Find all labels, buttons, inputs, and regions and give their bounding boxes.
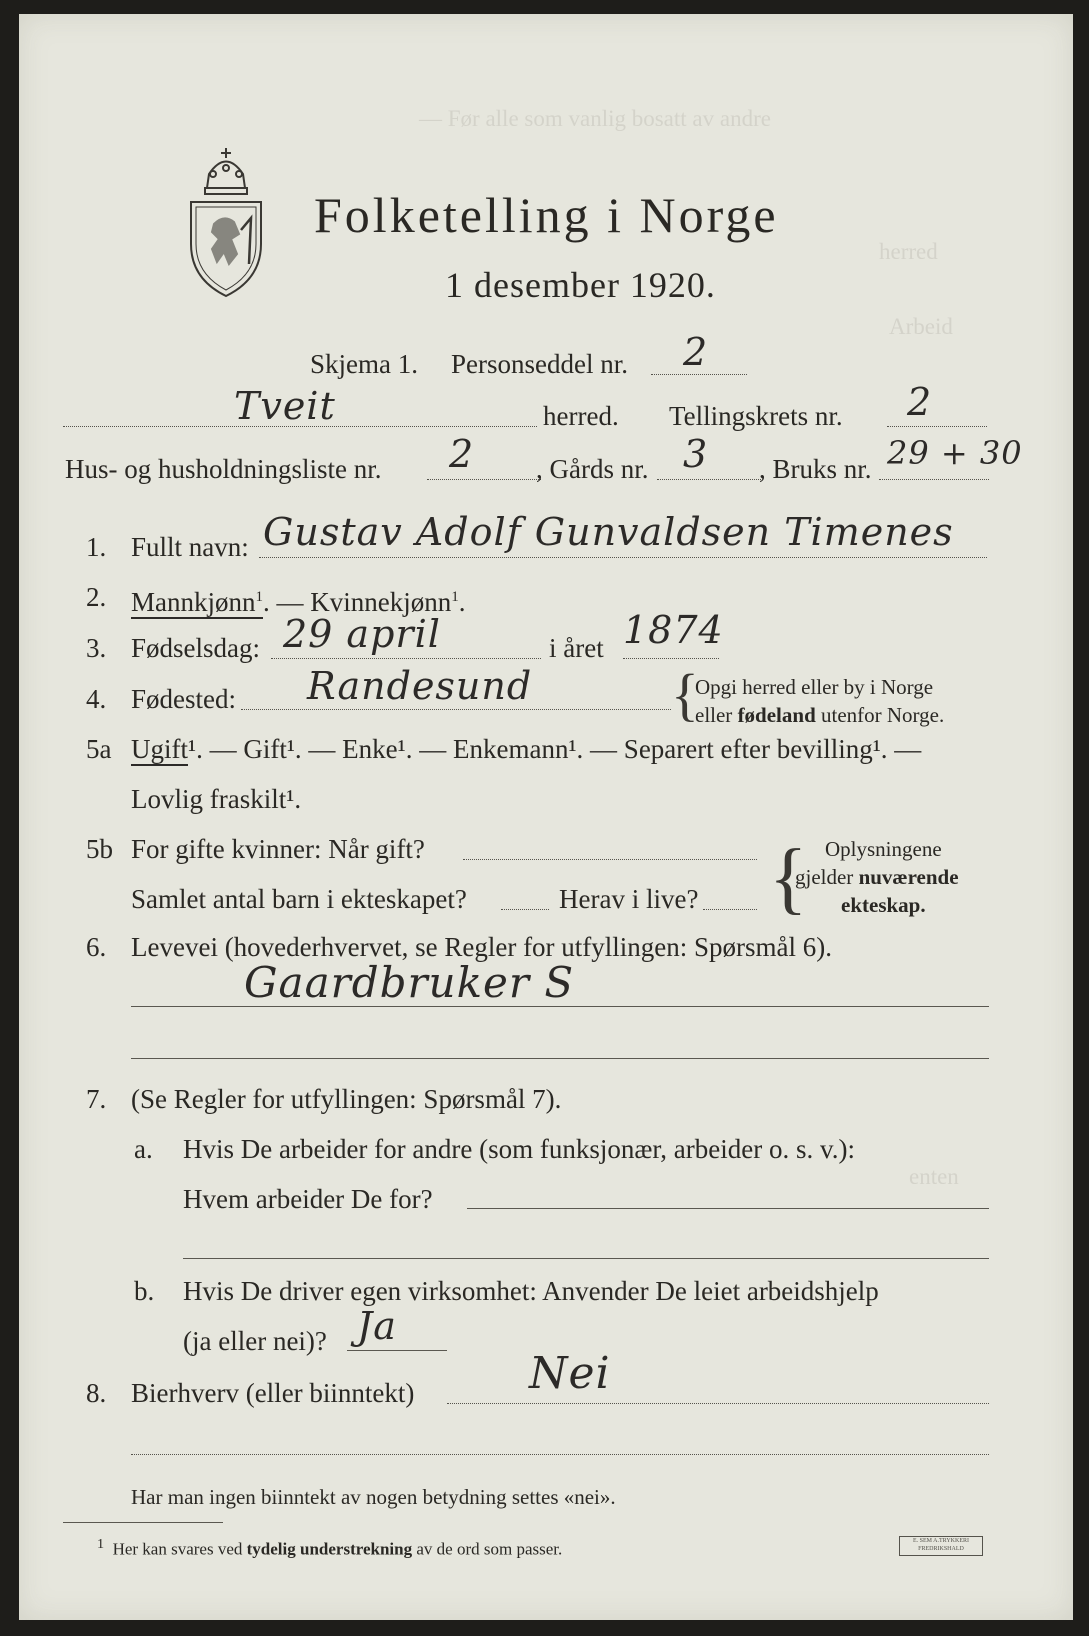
- q5b-line1: For gifte kvinner: Når gift?: [131, 834, 425, 864]
- year-line: [623, 658, 719, 659]
- bleed-through: — Før alle som vanlig bosatt av andre: [419, 106, 771, 131]
- q8-number: 8.: [86, 1378, 107, 1408]
- full-name-value[interactable]: Gustav Adolf Gunvaldsen Timenes: [263, 510, 954, 554]
- herred-value[interactable]: Tveit: [234, 384, 336, 428]
- female-option[interactable]: Kvinnekjønn$^1$: [310, 587, 459, 617]
- q4-brace: {: [671, 662, 699, 727]
- q7-label: (Se Regler for utfyllingen: Spørsmål 7).: [131, 1084, 562, 1114]
- q7b-answer-line: [347, 1350, 447, 1351]
- hus-line: [427, 479, 541, 480]
- q4-line: [241, 709, 671, 710]
- q5b-alive-label: Herav i live?: [559, 884, 699, 914]
- q3-line: [271, 658, 541, 659]
- q7a-line1: Hvis De arbeider for andre (som funksjonær, arbeider o. s. v.):: [183, 1134, 855, 1164]
- herred-label: herred.: [543, 401, 619, 431]
- q8-label: Bierhverv (eller biinntekt): [131, 1378, 415, 1408]
- q4-note-line2: eller fødeland utenfor Norge.: [695, 703, 945, 727]
- q3-number: 3.: [86, 633, 107, 663]
- birthday-value[interactable]: 29 april: [283, 612, 441, 656]
- q7b-line2: (ja eller nei)?: [183, 1326, 327, 1356]
- q7a-line2: Hvem arbeider De for?: [183, 1184, 433, 1214]
- ugift-option[interactable]: Ugift: [131, 734, 188, 764]
- alive-line: [703, 909, 757, 910]
- q7b-line1: Hvis De driver egen virksomhet: Anvender De leiet arbeidshjelp: [183, 1276, 879, 1306]
- married-date-line: [463, 859, 757, 860]
- census-form-page: — Før alle som vanlig bosatt av andre herred Arbeid enten Folketelling i Norge 1 desember 1920. Skjema 1. Personseddel nr. 2 Tveit herred. Tellingskrets nr. 2 Hus- og husholdningsliste nr. 2 , Gårds nr. 3 , Bruks nr. 29 + 30 1. Fullt navn: Gustav Adolf Gunvaldsen Timenes 2. Mannkjønn$^1$. — Kvinnekjønn$^1$. 3. Fødselsdag: 29 april i året 1874 4. Fødested: Randesund { Opgi herred eller by i Norge eller fødeland utenfor Norge. 5a Ugift¹. — Gift¹. — Enke¹. — Enkemann¹. — Separert efter bevilling¹. — Lovlig fraskilt¹. 5b For gifte kvinner: Når gift? Samlet antal barn i ekteskapet? Herav i live? { Oplysningene gjelder nuværende ekteskap. 6. Levevei (hovederhvervet, se Regler for utfyllingen: Spørsmål 6). Gaardbruker S 7. (Se Regler for utfyllingen: Spørsmål 7). a. Hvis De arbeider for andre (som funksjonær, arbeider o. s. v.): Hvem arbeider De for? b. Hvis De driver egen virksomhet: Anvender De leiet arbeidshjelp (ja eller nei)? Ja 8. Bierhverv (eller biinntekt) Nei Har man ingen biinntekt av nogen betydning settes «nei». $^1$ Her kan svares ved tydelig understrekning av de ord som passer. E. SEM A.TRYKKERI FREDRIKSHALD: [19, 14, 1073, 1620]
- year-label: i året: [549, 633, 604, 663]
- birthplace-value[interactable]: Randesund: [307, 664, 533, 708]
- bruks-label: , Bruks nr.: [759, 454, 872, 484]
- q5b-note-line1: Oplysningene: [825, 837, 942, 861]
- footnote: $^1$ Her kan svares ved tydelig understrekning av de ord som passer.: [97, 1536, 563, 1559]
- birth-year-value[interactable]: 1874: [623, 608, 724, 652]
- marital-status-row: Ugift¹. — Gift¹. — Enke¹. — Enkemann¹. — Separert efter bevilling¹. —: [131, 734, 922, 764]
- skjema-label: Skjema 1.: [310, 349, 418, 379]
- q7a-extra-line: [183, 1258, 989, 1259]
- q1-number: 1.: [86, 532, 107, 562]
- q6-label: Levevei (hovederhvervet, se Regler for utfyllingen: Spørsmål 6).: [131, 932, 833, 962]
- census-date: 1 desember 1920.: [445, 265, 716, 305]
- tellingskrets-line: [887, 426, 987, 427]
- q5a-number: 5a: [86, 734, 112, 764]
- occupation-value[interactable]: Gaardbruker S: [244, 958, 575, 1007]
- tellingskrets-label: Tellingskrets nr.: [669, 401, 843, 431]
- footer-divider: [63, 1522, 223, 1523]
- q5b-children-label: Samlet antal barn i ekteskapet?: [131, 884, 467, 914]
- hus-value[interactable]: 2: [449, 432, 475, 476]
- gards-line: [657, 479, 761, 480]
- q1-label: Fullt navn:: [131, 532, 249, 562]
- form-title: Folketelling i Norge: [314, 187, 779, 243]
- children-line: [501, 909, 549, 910]
- q5b-note-line2: gjelder nuværende: [795, 865, 959, 889]
- q5b-note-line3: ekteskap.: [841, 893, 926, 917]
- q5b-number: 5b: [86, 834, 113, 864]
- q3-label: Fødselsdag:: [131, 633, 261, 663]
- gards-label: , Gårds nr.: [536, 454, 649, 484]
- male-option[interactable]: Mannkjønn$^1$: [131, 587, 263, 617]
- q6-line2: [131, 1058, 989, 1059]
- gards-value[interactable]: 3: [683, 432, 709, 476]
- hired-help-value[interactable]: Ja: [357, 1304, 397, 1348]
- q1-line: [259, 557, 987, 558]
- personseddel-label: Personseddel nr.: [451, 349, 628, 379]
- q7a-letter: a.: [134, 1134, 153, 1164]
- personseddel-value[interactable]: 2: [683, 330, 709, 374]
- bruks-line: [879, 479, 989, 480]
- q7b-letter: b.: [134, 1276, 155, 1306]
- q4-note-line1: Opgi herred eller by i Norge: [695, 675, 934, 699]
- employer-line: [467, 1208, 989, 1209]
- hus-label: Hus- og husholdningsliste nr.: [65, 454, 382, 484]
- q8-line: [447, 1403, 989, 1404]
- q4-label: Fødested:: [131, 684, 236, 714]
- q5b-brace: {: [769, 834, 808, 922]
- gender-row: Mannkjønn$^1$. — Kvinnekjønn$^1$.: [131, 587, 466, 617]
- personseddel-line: [651, 374, 747, 375]
- q7-number: 7.: [86, 1084, 107, 1114]
- tellingskrets-value[interactable]: 2: [907, 380, 933, 424]
- q6-number: 6.: [86, 932, 107, 962]
- side-income-value[interactable]: Nei: [529, 1348, 611, 1399]
- q4-number: 4.: [86, 684, 107, 714]
- q8-line2: [131, 1454, 989, 1455]
- printer-stamp: E. SEM A.TRYKKERI FREDRIKSHALD: [899, 1536, 983, 1556]
- norway-coat-of-arms-icon: [179, 144, 274, 304]
- bruks-value[interactable]: 29 + 30: [887, 434, 1023, 472]
- income-note: Har man ingen biinntekt av nogen betydning settes «nei».: [131, 1485, 616, 1509]
- lovlig-fraskilt[interactable]: Lovlig fraskilt¹.: [131, 784, 302, 814]
- q2-number: 2.: [86, 582, 107, 612]
